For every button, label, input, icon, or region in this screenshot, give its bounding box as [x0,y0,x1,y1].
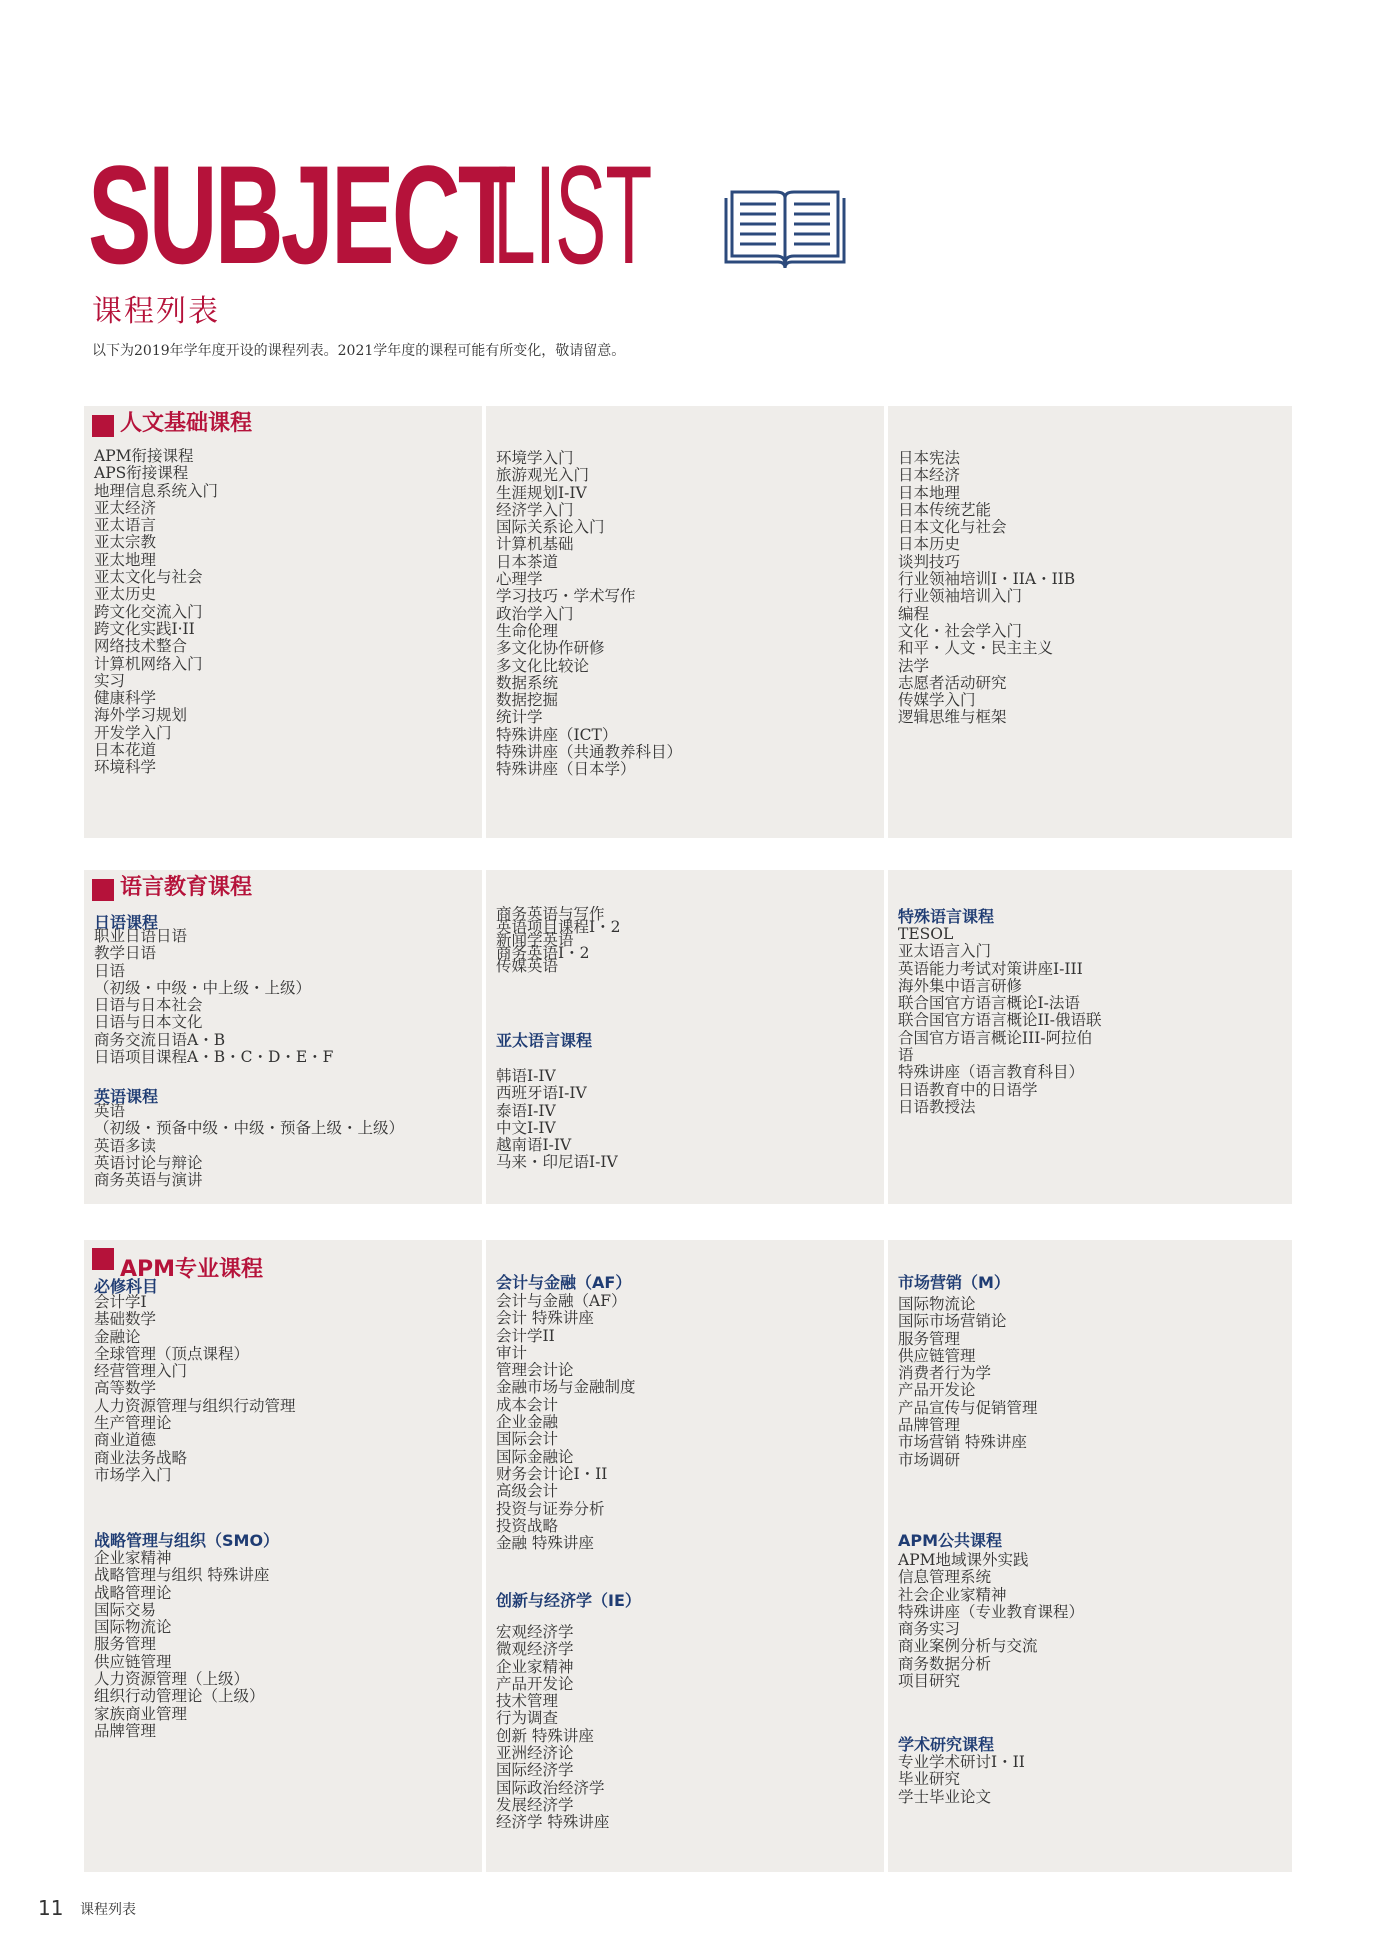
course-list [94,1294,296,1484]
course-item: 实习 [94,671,126,690]
course-item: 毕业研究 [898,1770,961,1789]
course-item: 中文I-IV [496,1118,556,1137]
course-item: 产品宣传与促销管理 [898,1398,1038,1417]
course-item: 商业法务战略 [94,1448,188,1467]
course-item: 数据挖掘 [496,691,559,710]
course-item: 计算机网络入门 [94,654,203,673]
course-list [898,1552,1084,1690]
course-item: 金融市场与金融制度 [496,1378,636,1397]
section-title: APM专业课程 [120,1257,264,1282]
section-title: 语言教育课程 [120,875,253,900]
footer-label: 课程列表 [80,1902,136,1918]
course-item: 产品开发论 [898,1381,976,1400]
course-item: 联合国官方语言概论I-法语 [898,994,1080,1013]
course-item: 品牌管理 [898,1416,961,1435]
course-item: 亚太经济 [94,498,157,517]
course-item: 供应链管理 [94,1652,172,1671]
course-item: 高级会计 [496,1482,559,1501]
course-item: 职业日语日语 [94,927,188,945]
course-item: 计算机基础 [496,535,574,554]
course-item: 英语能力考试对策讲座I-III [898,959,1083,978]
course-list [94,1103,404,1189]
course-item: 海外集中语言研修 [898,976,1023,995]
course-item: 日本宪法 [898,449,961,467]
course-list [496,905,621,975]
course-item: 信息管理系统 [898,1568,992,1587]
course-item: 生产管理论 [94,1414,172,1433]
course-item: 开发学入门 [94,723,172,742]
course-list [94,1550,269,1740]
course-list [496,450,682,779]
course-item: 文化・社会学入门 [898,621,1023,640]
course-item: 金融论 [94,1327,141,1346]
course-item: 成本会计 [496,1395,559,1414]
course-item: 统计学 [496,708,543,727]
title-bold: SUBJECT [88,136,514,293]
course-item: 创新 特殊讲座 [496,1726,594,1745]
course-item: 商务实习 [898,1620,961,1639]
course-item: 金融 特殊讲座 [496,1534,594,1553]
group-title: 亚太语言课程 [496,1031,593,1050]
course-item: 日语 [94,961,126,980]
course-item: 编程 [898,604,930,623]
course-item: 产品开发论 [496,1674,574,1693]
course-item: 国际金融论 [496,1447,574,1466]
course-item: 服务管理 [94,1635,157,1654]
course-item: APS衔接课程 [94,464,189,483]
course-item: 日语与日本社会 [94,996,203,1015]
course-item: 环境科学 [94,758,157,777]
course-item: 项目研究 [898,1672,961,1691]
course-item: 经营管理入门 [94,1362,188,1381]
course-item: 亚太地理 [94,550,157,569]
course-item: 合国官方语言概论III-阿拉伯 [898,1028,1093,1047]
course-item: 网络技术整合 [94,637,188,656]
course-item: 越南语I-IV [496,1136,572,1155]
section-heading [92,870,252,901]
course-item: （初级・预备中级・中级・预备上级・上级） [94,1119,405,1138]
course-item: 语 [898,1046,914,1065]
course-item: 商业道德 [94,1431,157,1450]
course-item: 专业学术研讨I・II [898,1753,1025,1771]
course-item: 英语项目课程I・2 [496,918,621,936]
course-item: 品牌管理 [94,1721,157,1740]
course-item: 国际物流论 [94,1618,172,1637]
square-icon [92,1248,114,1270]
course-item: 发展经济学 [496,1795,574,1814]
group-title: 创新与经济学（IE） [496,1591,641,1610]
course-item: 商务英语I・2 [496,944,590,962]
course-item: 学习技巧・学术写作 [496,587,636,606]
course-item: 会计学I [94,1293,147,1311]
course-item: 日本历史 [898,535,961,554]
course-item: 多文化比较论 [496,656,590,675]
course-list [898,1296,1038,1469]
title-light: LIST [493,136,652,293]
course-item: 数据系统 [496,673,559,692]
course-item: 亚太语言 [94,516,157,535]
course-item: 国际经济学 [496,1761,574,1780]
course-item: 国际市场营销论 [898,1312,1007,1331]
course-item: 人力资源管理（上级） [94,1670,250,1689]
course-item: 亚太历史 [94,585,157,604]
course-item: 商务英语与写作 [496,905,605,923]
course-item: 战略管理与组织 特殊讲座 [94,1566,270,1585]
course-item: 管理会计论 [496,1361,574,1380]
course-item: 日语与日本文化 [94,1013,203,1032]
course-item: 会计与金融（AF） [496,1292,627,1310]
course-item: 日本文化与社会 [898,518,1007,537]
course-item: 市场营销 特殊讲座 [898,1433,1027,1452]
course-item: 社会企业家精神 [898,1585,1007,1604]
course-list [898,450,1075,727]
course-item: 特殊讲座（专业教育课程） [898,1602,1085,1621]
course-item: 新闻学英语 [496,931,574,949]
course-item: 地理信息系统入门 [94,481,219,500]
course-item: 日本花道 [94,741,157,760]
course-item: 财务会计论I・II [496,1464,608,1483]
course-list [496,1293,636,1552]
course-item: 亚洲经济论 [496,1744,574,1763]
course-item: 国际政治经济学 [496,1778,605,1797]
square-icon [92,879,114,901]
course-item: 特殊讲座（ICT） [496,725,618,744]
section-apm [84,1240,1292,1872]
course-item: 亚太宗教 [94,533,157,552]
course-item: 投资与证券分析 [496,1499,605,1518]
course-item: 心理学 [496,570,543,589]
course-item: 韩语I-IV [496,1067,556,1085]
page-subtitle: 课程列表 [92,294,220,329]
course-item: 逻辑思维与框架 [898,708,1007,727]
course-item: 商务英语与演讲 [94,1171,203,1190]
group-title: 日语课程 [94,913,159,932]
course-item: 日本经济 [898,466,961,485]
course-item: 供应链管理 [898,1346,976,1365]
course-item: 马来・印尼语I-IV [496,1153,618,1172]
course-item: 法学 [898,656,930,675]
course-item: TESOL [898,925,954,943]
course-item: 国际交易 [94,1600,157,1619]
course-item: 宏观经济学 [496,1623,574,1641]
course-item: 人力资源管理与组织行动管理 [94,1396,296,1415]
course-item: 组织行动管理论（上级） [94,1687,265,1706]
course-item: 全球管理（顶点课程） [94,1344,250,1363]
square-icon [92,415,114,437]
course-item: 战略管理论 [94,1583,172,1602]
course-item: 生命伦理 [496,621,559,640]
course-item: 家族商业管理 [94,1704,188,1723]
course-item: 学士毕业论文 [898,1787,992,1806]
course-item: 英语多读 [94,1136,157,1155]
course-item: 多文化协作研修 [496,639,605,658]
page-number: 11 [38,1896,64,1920]
course-item: 特殊讲座（共通教养科目） [496,743,683,762]
course-item: 志愿者活动研究 [898,673,1007,692]
group-title: 特殊语言课程 [898,907,995,926]
course-item: 行业领袖培训入门 [898,587,1023,606]
course-item: 经济学 特殊讲座 [496,1813,610,1832]
course-item: 商务交流日语A・B [94,1030,226,1049]
group-title: 市场营销（M） [898,1273,1010,1292]
course-item: 日语项目课程A・B・C・D・E・F [94,1048,334,1067]
course-item: 服务管理 [898,1329,961,1348]
course-item: 市场学入门 [94,1465,172,1484]
course-list [496,1624,609,1832]
course-item: 微观经济学 [496,1640,574,1659]
course-item: 旅游观光入门 [496,466,590,485]
course-item: 特殊讲座（语言教育科目） [898,1063,1085,1082]
course-list [94,928,333,1066]
course-item: 经济学入门 [496,500,574,519]
course-item: 高等数学 [94,1379,157,1398]
course-item: 日本传统艺能 [898,500,992,519]
course-item: 行业领袖培训I・IIA・IIB [898,570,1076,589]
course-item: 传媒学入门 [898,691,976,710]
course-item: 联合国官方语言概论II-俄语联 [898,1011,1102,1030]
course-item: 日语教育中的日语学 [898,1080,1038,1099]
book-icon [722,188,848,270]
course-item: 日语教授法 [898,1097,976,1116]
course-item: 生涯规划I-IV [496,483,587,502]
course-item: 企业家精神 [94,1549,172,1567]
section-title: 人文基础课程 [120,411,253,436]
course-item: 特殊讲座（日本学） [496,760,636,779]
group-title: 学术研究课程 [898,1735,995,1754]
course-item: 泰语I-IV [496,1101,556,1120]
course-item: 日本地理 [898,483,961,502]
course-item: 国际会计 [496,1430,559,1449]
group-title: 英语课程 [94,1087,159,1106]
course-item: 技术管理 [496,1692,559,1711]
intro-text: 以下为2019年学年度开设的课程列表。2021学年度的课程可能有所变化，敬请留意。 [92,343,626,359]
course-item: 会计学II [496,1326,555,1345]
course-item: 英语 [94,1102,126,1120]
group-title: 必修科目 [94,1277,159,1296]
course-item: 健康科学 [94,689,157,708]
course-item: 企业金融 [496,1413,559,1432]
course-item: 英语讨论与辩论 [94,1153,203,1172]
course-list [898,926,1101,1116]
course-item: 商业案例分析与交流 [898,1637,1038,1656]
course-item: 政治学入门 [496,604,574,623]
course-item: 会计 特殊讲座 [496,1309,594,1328]
course-item: 跨文化交流入门 [94,602,203,621]
course-item: 跨文化实践I·II [94,619,195,638]
group-title: APM公共课程 [898,1531,1003,1550]
course-item: 国际物流论 [898,1295,976,1313]
course-item: APM衔接课程 [94,447,194,465]
course-item: 企业家精神 [496,1657,574,1676]
course-item: 行为调查 [496,1709,559,1728]
section-heading [92,406,252,437]
course-item: 传媒英语 [496,957,559,975]
course-item: 和平・人文・民主主义 [898,639,1054,658]
course-list [496,1068,618,1172]
course-item: 国际关系论入门 [496,518,605,537]
course-item: 日本茶道 [496,552,559,571]
course-item: 谈判技巧 [898,552,961,571]
course-item: 海外学习规划 [94,706,188,725]
course-item: 投资战略 [496,1516,559,1535]
course-item: 商务数据分析 [898,1654,992,1673]
group-title: 战略管理与组织（SMO） [94,1531,280,1550]
course-item: 市场调研 [898,1450,961,1469]
course-item: 亚太语言入门 [898,942,992,961]
course-item: 教学日语 [94,944,157,963]
course-item: 环境学入门 [496,449,574,467]
section-humanities [84,406,1292,838]
course-item: 审计 [496,1343,528,1362]
course-list [898,1754,1025,1806]
course-item: APM地域课外实践 [898,1551,1029,1569]
course-item: 基础数学 [94,1310,157,1329]
course-item: （初级・中级・中上级・上级） [94,978,312,997]
group-title: 会计与金融（AF） [496,1273,632,1292]
course-item: 消费者行为学 [898,1364,992,1383]
course-item: 亚太文化与社会 [94,568,203,587]
course-item: 西班牙语I-IV [496,1084,587,1103]
course-list [94,448,218,777]
section-language [84,870,1292,1204]
